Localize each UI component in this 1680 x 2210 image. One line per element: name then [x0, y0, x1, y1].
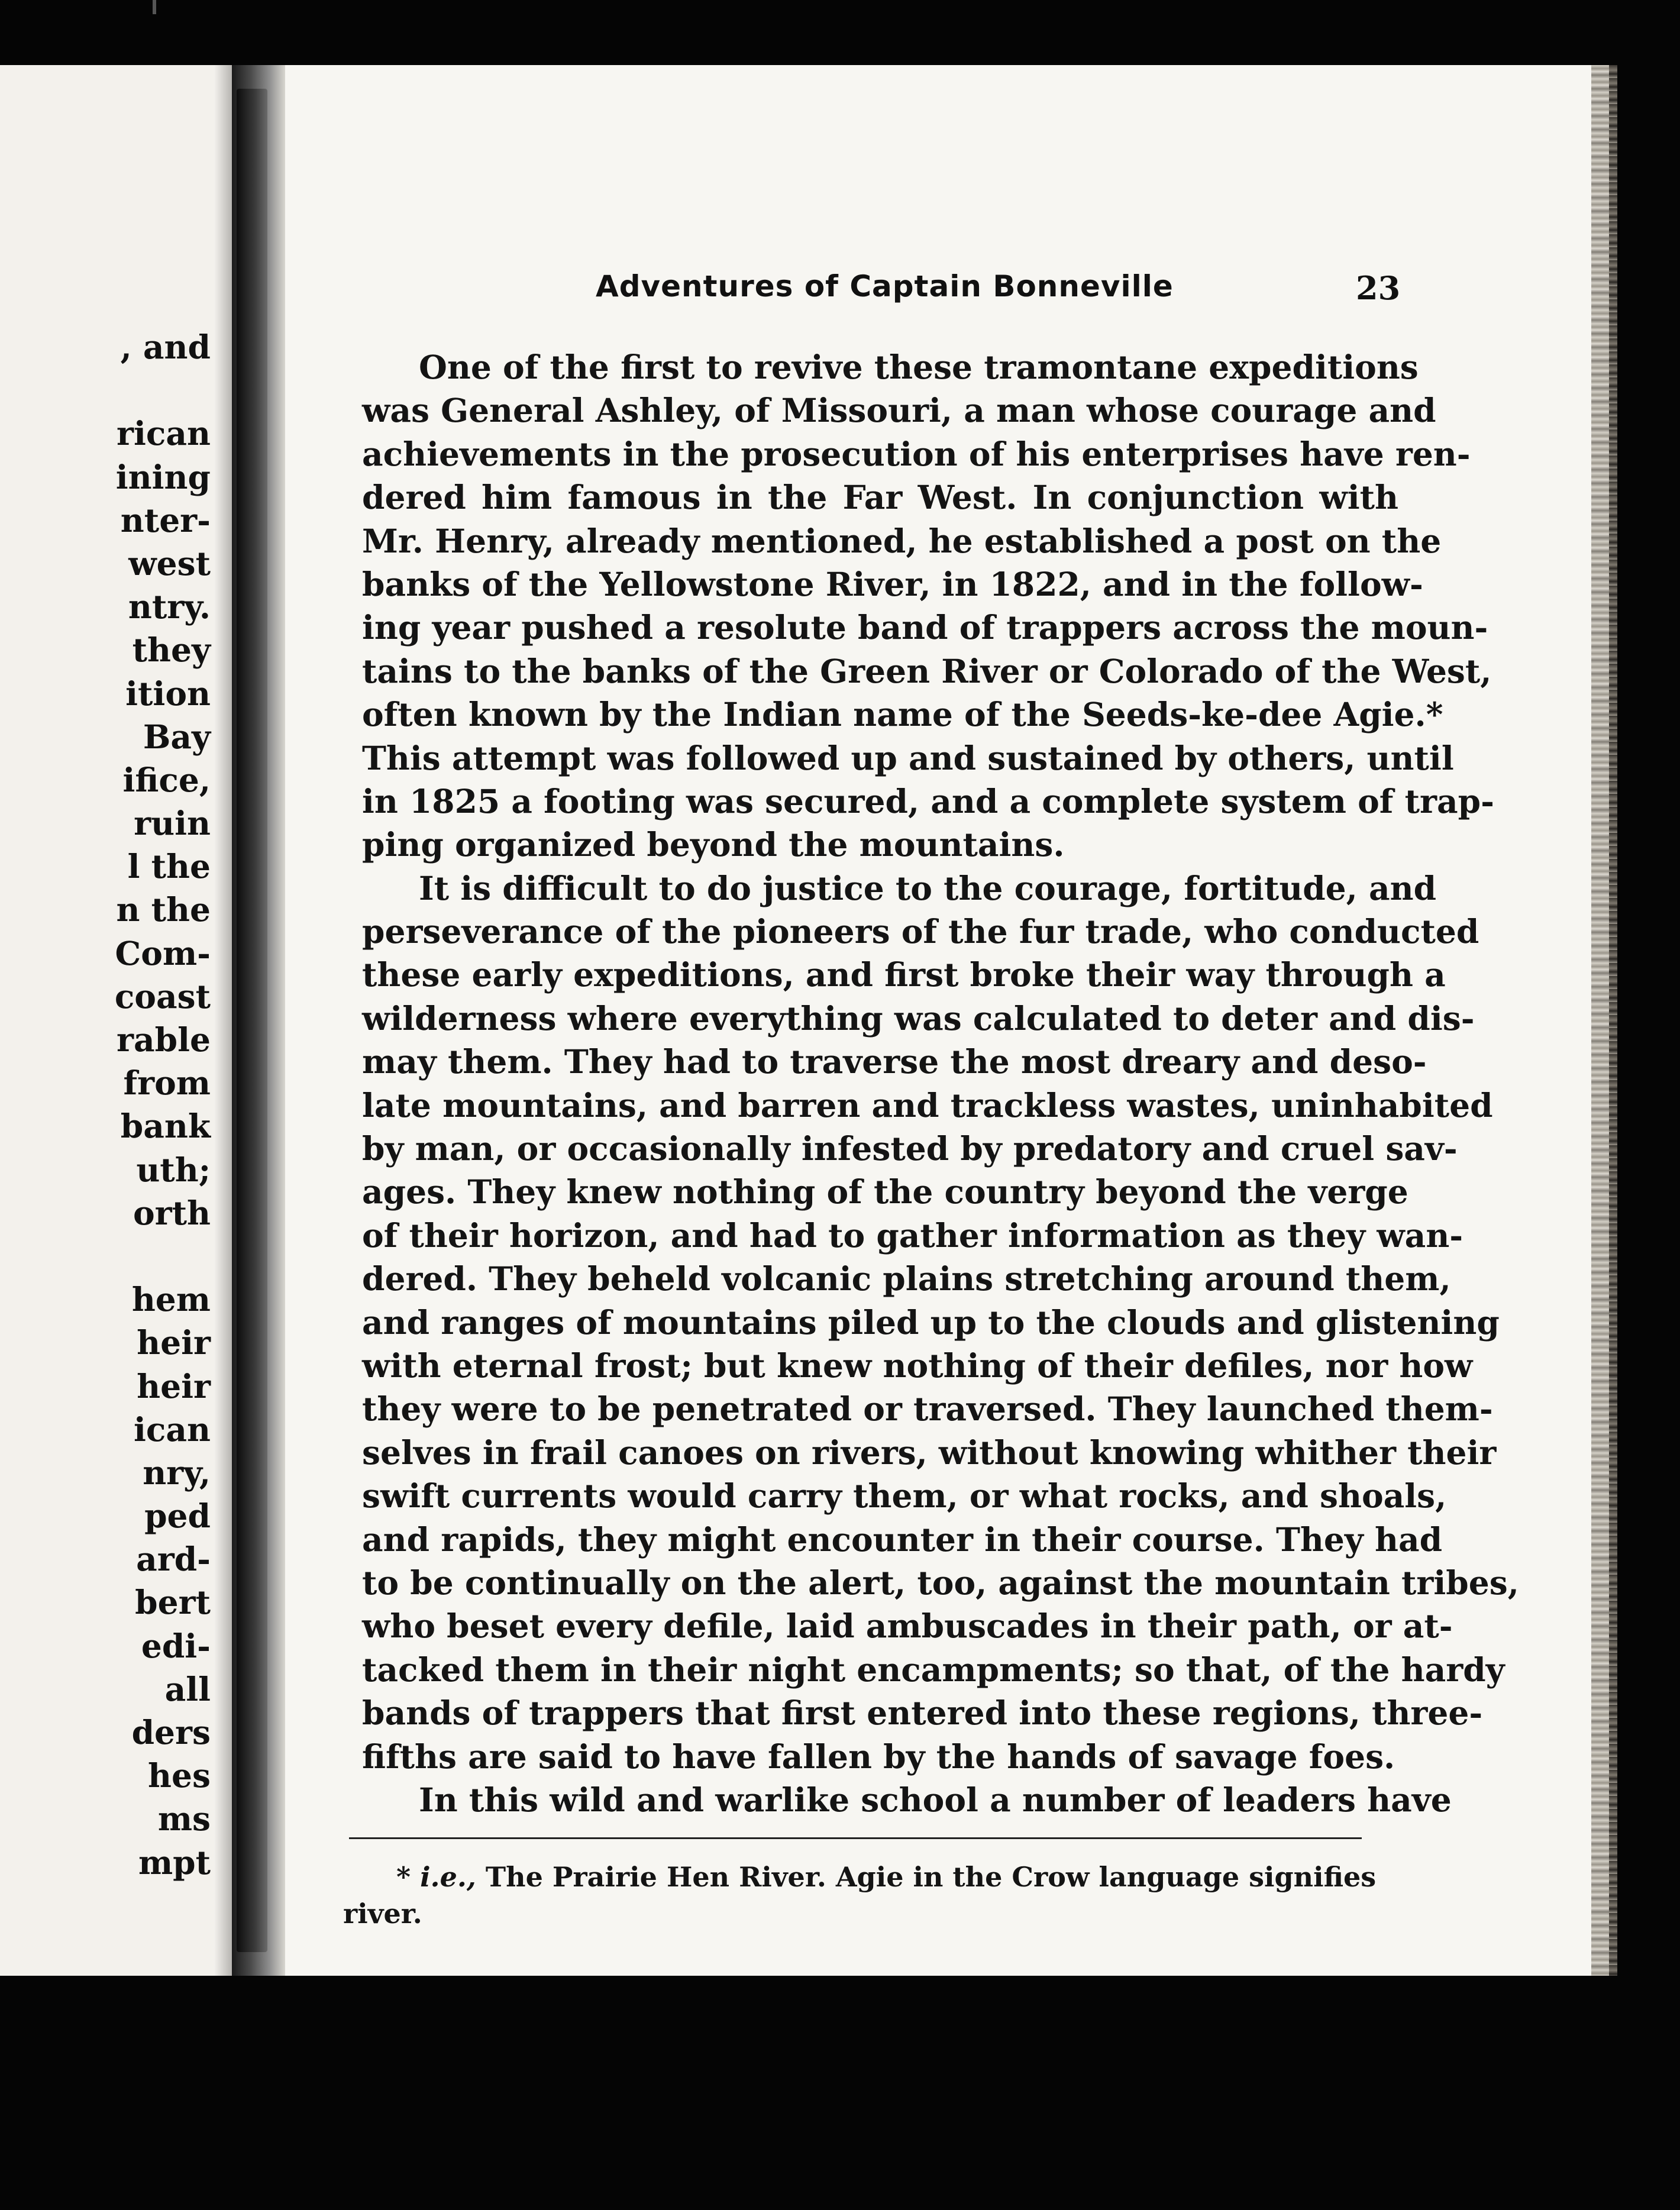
left-page-fragment: heir	[137, 1366, 211, 1406]
text-line: ages. They knew nothing of the country beyond the verge	[362, 1172, 1408, 1211]
left-page-fragment: mpt	[138, 1843, 211, 1882]
text-line: these early expeditions, and first broke their way through a	[362, 955, 1446, 994]
left-page-fragment: rican	[117, 414, 211, 453]
text-line: tains to the banks of the Green River or Colorado of the West,	[362, 651, 1492, 690]
text-line: and ranges of mountains piled up to the clouds and glistening	[362, 1303, 1500, 1342]
text-line: ing year pushed a resolute band of trappers across the moun-	[362, 608, 1488, 647]
page-edge-dark	[1609, 65, 1617, 1976]
left-page-fragment: ped	[144, 1497, 211, 1536]
text-line: by man, or occasionally infested by predatory and cruel sav-	[362, 1129, 1458, 1168]
text-line: of their horizon, and had to gather information as they wan-	[362, 1216, 1463, 1255]
left-page-fragment: hem	[131, 1280, 211, 1319]
left-page-fragment: ition	[125, 674, 211, 713]
text-line: often known by the Indian name of the Seeds-ke-dee Agie.*	[362, 695, 1443, 734]
left-page-fragment: hes	[148, 1756, 211, 1795]
text-line: wilderness where everything was calculated to deter and dis-	[362, 999, 1475, 1038]
text-line: and rapids, they might encounter in their course. They had	[362, 1520, 1443, 1559]
left-page-fragment: l the	[127, 847, 211, 886]
text-line: Mr. Henry, already mentioned, he established a post on the	[362, 521, 1442, 560]
text-line: who beset every defile, laid ambuscades in their path, or at-	[362, 1607, 1453, 1646]
text-line: achievements in the prosecution of his enterprises have ren-	[362, 434, 1471, 473]
text-line: may them. They had to traverse the most dreary and deso-	[362, 1042, 1427, 1081]
left-page-fragment: ican	[133, 1410, 211, 1449]
text-line: ping organized beyond the mountains.	[362, 825, 1065, 864]
page-edge-shadow	[214, 65, 232, 1976]
left-facing-page	[0, 65, 232, 1976]
left-page-fragment: coast	[114, 977, 211, 1016]
text-line: It is difficult to do justice to the courage, fortitude, and	[419, 868, 1437, 907]
text-line: banks of the Yellowstone River, in 1822, and in the follow-	[362, 564, 1423, 603]
left-page-fragment: all	[164, 1669, 211, 1708]
left-page-fragment: bert	[135, 1583, 211, 1622]
text-line: In this wild and warlike school a number of leaders have	[419, 1780, 1452, 1819]
scan-artifact	[153, 0, 156, 14]
left-page-fragment: ard-	[136, 1540, 211, 1579]
text-line: fifths are said to have fallen by the hands of savage foes.	[362, 1737, 1395, 1776]
text-line: late mountains, and barren and trackless wastes, uninhabited	[362, 1085, 1493, 1125]
text-line: in 1825 a footing was secured, and a complete system of trap-	[362, 781, 1494, 820]
left-page-fragment: nter-	[120, 500, 211, 539]
left-page-text-fragments	[9, 325, 211, 1884]
left-page-fragment	[9, 1235, 211, 1278]
left-page-fragment: ruin	[134, 804, 211, 843]
text-line: was General Ashley, of Missouri, a man whose courage and	[362, 391, 1436, 430]
left-page-fragment: nry,	[143, 1453, 211, 1492]
text-line: selves in frail canoes on rivers, without knowing whither their	[362, 1433, 1497, 1472]
left-page-fragment: they	[132, 631, 211, 670]
text-line: perseverance of the pioneers of the fur trade, who conducted	[362, 912, 1479, 951]
left-page-fragment: Com-	[115, 933, 211, 972]
text-line: swift currents would carry them, or what rocks, and shoals,	[362, 1476, 1447, 1516]
left-page-fragment: heir	[137, 1323, 211, 1362]
text-line: bands of trappers that first entered into these regions, three-	[362, 1694, 1483, 1733]
page-edge-speckle	[1591, 65, 1609, 1976]
text-line: This attempt was followed up and sustained by others, until	[362, 738, 1454, 777]
text-line: with eternal frost; but knew nothing of their defiles, nor how	[362, 1346, 1473, 1385]
left-page-fragment: ining	[115, 457, 211, 496]
left-page-fragment	[9, 369, 211, 412]
left-page-fragment: ms	[157, 1799, 211, 1839]
text-line: to be continually on the alert, too, against the mountain tribes,	[362, 1563, 1519, 1602]
page-number: 23	[1356, 269, 1401, 307]
left-page-fragment: Bay	[143, 717, 211, 756]
left-page-fragment: edi-	[141, 1626, 211, 1665]
footnote-line: river.	[343, 1898, 422, 1930]
left-page-fragment: bank	[120, 1107, 211, 1146]
left-page-fragment: west	[128, 544, 211, 583]
left-page-fragment: ders	[131, 1713, 211, 1752]
left-page-fragment: ntry.	[128, 587, 211, 626]
text-line: dered him famous in the Far West. In conjunction with	[362, 478, 1398, 517]
footnote-line: * i.e., The Prairie Hen River. Agie in the Crow language signifies	[396, 1861, 1377, 1893]
text-line: dered. They beheld volcanic plains stretching around them,	[362, 1259, 1451, 1298]
body-text	[362, 345, 1519, 1821]
left-page-fragment: orth	[133, 1193, 211, 1232]
left-page-fragment: from	[123, 1064, 211, 1103]
left-page-fragment: uth;	[136, 1150, 211, 1189]
footnote-rule	[349, 1837, 1362, 1839]
text-line: tacked them in their night encampments; so that, of the hardy	[362, 1650, 1505, 1689]
left-page-fragment: n the	[116, 890, 211, 929]
left-page-fragment: ifice,	[122, 760, 211, 799]
gutter-shadow	[237, 89, 267, 1952]
running-head: Adventures of Captain Bonneville	[596, 269, 1174, 303]
footnote	[343, 1859, 1377, 1932]
left-page-fragment: , and	[120, 328, 211, 366]
text-line: they were to be penetrated or traversed. They launched them-	[362, 1390, 1493, 1429]
left-page-fragment: rable	[117, 1020, 211, 1059]
scan-artifact	[917, 2163, 958, 2186]
page-header	[0, 269, 1680, 316]
text-line: One of the first to revive these tramontane expeditions	[419, 348, 1419, 386]
